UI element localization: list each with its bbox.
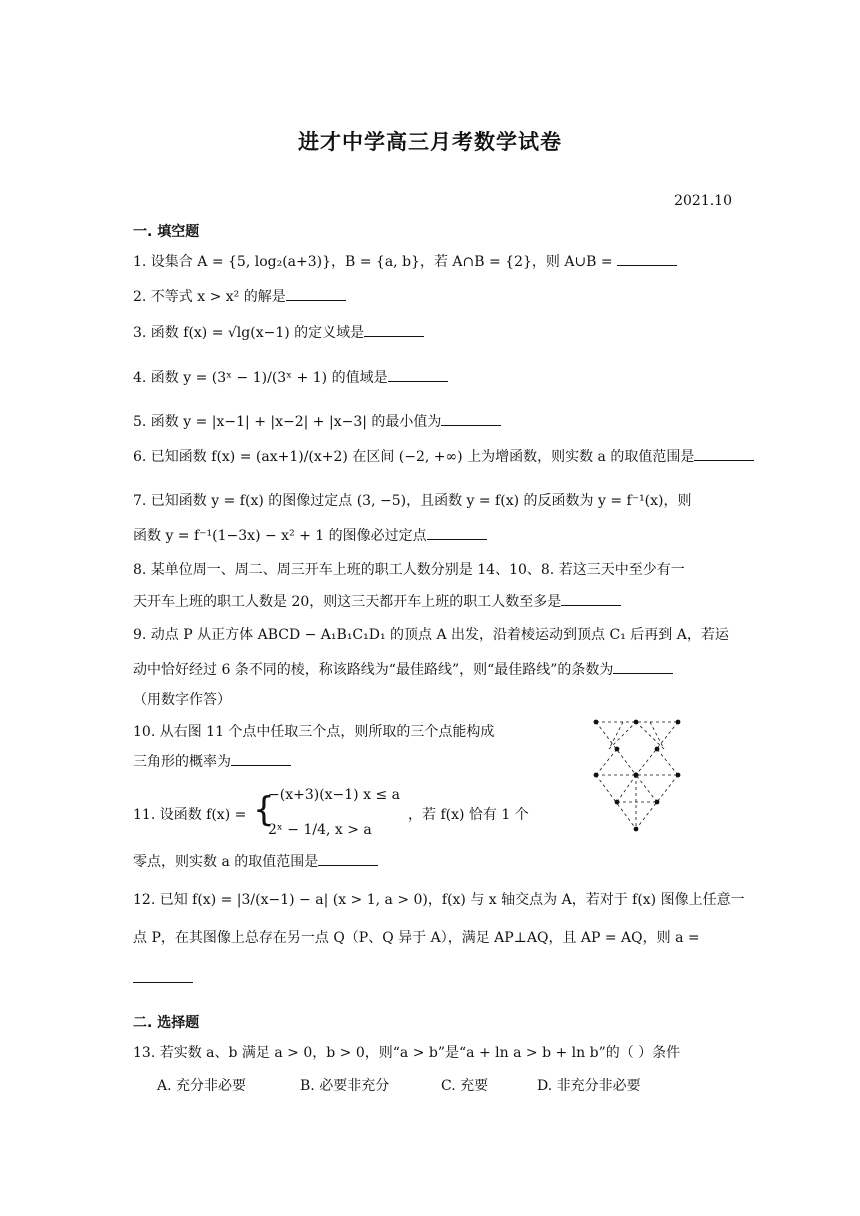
question-2-text: 2. 不等式 x > x² 的解是 xyxy=(133,289,286,305)
question-11-case2: 2ˣ − 1/4, x > a xyxy=(268,822,372,838)
section-choice-title: 二. 选择题 xyxy=(133,1015,200,1031)
page-title: 进才中学高三月考数学试卷 xyxy=(298,130,562,154)
answer-blank-9 xyxy=(613,661,673,674)
question-13: 13. 若实数 a、b 满足 a > 0，b > 0，则“a > b”是“a + ln a > b + ln b”的（ ）条件 xyxy=(133,1045,681,1061)
question-7-line2 xyxy=(133,526,487,546)
question-3-text: 3. 函数 f(x) = √lg(x−1) 的定义域是 xyxy=(133,325,365,341)
answer-blank-7 xyxy=(427,527,487,540)
question-10-line2 xyxy=(133,752,291,772)
choice-d: D. 非充分非必要 xyxy=(537,1078,641,1094)
question-8-line1: 8. 某单位周一、周二、周三开车上班的职工人数分别是 14、10、8. 若这三天中至少有一 xyxy=(133,562,685,578)
question-8-text: 天开车上班的职工人数是 20，则这三天都开车上班的职工人数至多是 xyxy=(133,594,562,610)
question-11-tail: ，若 f(x) 恰有 1 个 xyxy=(408,807,529,823)
question-5-text: 5. 函数 y = |x−1| + |x−2| + |x−3| 的最小值为 xyxy=(133,414,442,430)
figure-points xyxy=(594,720,681,832)
question-4 xyxy=(133,368,448,388)
question-9-note: （用数字作答） xyxy=(133,692,231,708)
question-1 xyxy=(133,252,677,272)
question-7-line1: 7. 已知函数 y = f(x) 的图像过定点 (3, −5)，且函数 y = f(x) 的反函数为 y = f⁻¹(x)，则 xyxy=(133,493,692,509)
answer-blank-6 xyxy=(694,448,754,461)
question-9-line1: 9. 动点 P 从正方体 ABCD − A₁B₁C₁D₁ 的顶点 A 出发，沿着棱运动到顶点 C₁ 后再到 A，若运 xyxy=(133,627,729,643)
question-11-lead: 11. 设函数 f(x) = xyxy=(133,807,247,823)
question-11-line2 xyxy=(133,852,378,872)
answer-blank-3 xyxy=(364,324,424,337)
answer-blank-8 xyxy=(561,593,621,606)
choice-b: B. 必要非充分 xyxy=(300,1078,390,1094)
piecewise-brace: { xyxy=(253,790,275,830)
question-7-text: 函数 y = f⁻¹(1−3x) − x² + 1 的图像必过定点 xyxy=(133,528,427,544)
question-4-text: 4. 函数 y = (3ˣ − 1)/(3ˣ + 1) 的值域是 xyxy=(133,370,388,386)
question-3 xyxy=(133,323,424,343)
answer-blank-10 xyxy=(231,753,291,766)
choice-a: A. 充分非必要 xyxy=(157,1078,247,1094)
choice-c: C. 充要 xyxy=(441,1078,489,1094)
answer-blank-12 xyxy=(133,970,193,987)
exam-date: 2021.10 xyxy=(674,193,732,209)
section-fill-in-title: 一. 填空题 xyxy=(133,224,200,240)
question-12-line1: 12. 已知 f(x) = |3/(x−1) − a| (x > 1, a > 0)，f(x) 与 x 轴交点为 A，若对于 f(x) 图像上任意一 xyxy=(133,892,745,908)
answer-blank-1 xyxy=(617,253,677,266)
question-2 xyxy=(133,287,346,307)
question-11-text: 零点，则实数 a 的取值范围是 xyxy=(133,854,319,870)
question-9-text: 动中恰好经过 6 条不同的棱，称该路线为“最佳路线”，则“最佳路线”的条数为 xyxy=(133,662,614,678)
question-1-text: 1. 设集合 A = {5, log₂(a+3)}，B = {a, b}，若 A∩B = {2}，则 A∪B = xyxy=(133,254,613,270)
question-12-line2: 点 P，在其图像上总存在另一点 Q（P、Q 异于 A），满足 AP⊥AQ，且 AP = AQ，则 a = xyxy=(133,930,700,946)
question-10-text: 三角形的概率为 xyxy=(133,754,231,770)
eleven-points-figure xyxy=(590,712,690,837)
question-6 xyxy=(133,447,754,467)
question-6-text: 6. 已知函数 f(x) = (ax+1)/(x+2) 在区间 (−2, +∞) 上为增函数，则实数 a 的取值范围是 xyxy=(133,449,695,465)
answer-blank-4 xyxy=(388,369,448,382)
question-9-line2 xyxy=(133,660,673,680)
answer-blank-5 xyxy=(441,413,501,426)
question-5 xyxy=(133,412,501,432)
question-8-line2 xyxy=(133,592,621,612)
question-10-line1: 10. 从右图 11 个点中任取三个点，则所取的三个点能构成 xyxy=(133,724,495,740)
answer-blank-2 xyxy=(286,288,346,301)
question-11-case1: −(x+3)(x−1) x ≤ a xyxy=(268,787,400,803)
answer-blank-11 xyxy=(318,853,378,866)
